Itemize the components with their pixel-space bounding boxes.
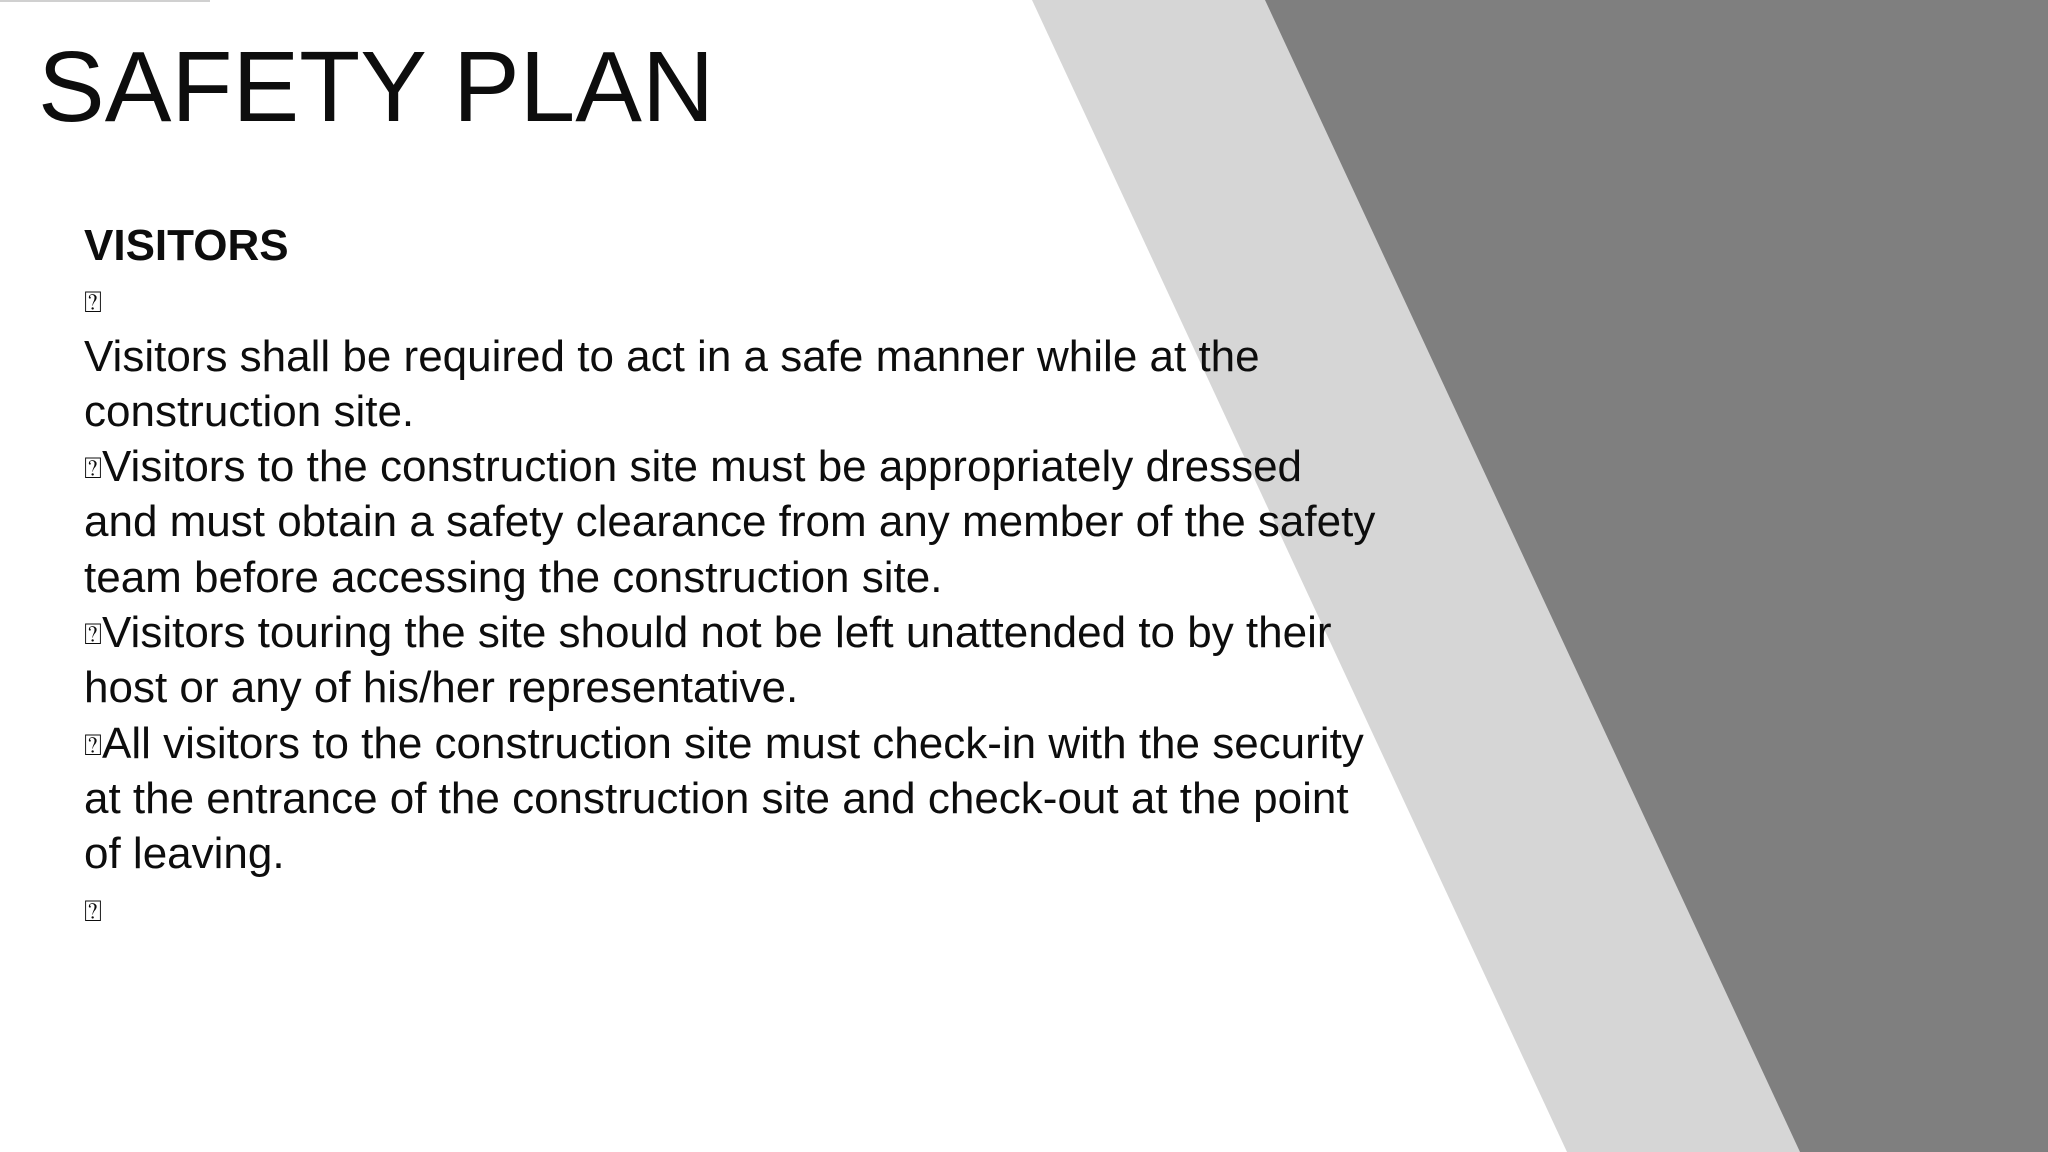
missing-glyph-icon: ⍰ bbox=[84, 617, 102, 653]
missing-glyph-icon: ⍰ bbox=[84, 285, 102, 321]
missing-glyph-icon: ⍰ bbox=[84, 893, 102, 929]
missing-glyph-icon: ⍰ bbox=[84, 727, 102, 763]
body-line: host or any of his/her representative. bbox=[84, 663, 799, 713]
bullet-line bbox=[84, 605, 1484, 660]
bullet-line bbox=[84, 439, 1484, 494]
bullet-line bbox=[84, 716, 1484, 771]
body-line: at the entrance of the construction site and check-out at the point bbox=[84, 773, 1349, 823]
body-line: Visitors shall be required to act in a safe manner while at the bbox=[84, 331, 1260, 381]
bullet-line bbox=[84, 882, 1484, 937]
body-line: All visitors to the construction site must check-in with the security bbox=[102, 718, 1364, 768]
body-line: Visitors touring the site should not be left unattended to by their bbox=[102, 608, 1332, 658]
top-rule bbox=[0, 0, 210, 2]
section-heading: VISITORS bbox=[84, 221, 289, 270]
slide-title: SAFETY PLAN bbox=[38, 31, 715, 143]
body-line: of leaving. bbox=[84, 829, 285, 879]
body-line: construction site. bbox=[84, 386, 415, 436]
missing-glyph-icon: ⍰ bbox=[84, 451, 102, 487]
body-line: team before accessing the construction site. bbox=[84, 552, 943, 602]
bullet-line bbox=[84, 273, 1484, 328]
body-line: Visitors to the construction site must be appropriately dressed bbox=[102, 442, 1303, 492]
body-line: and must obtain a safety clearance from any member of the safety bbox=[84, 497, 1376, 547]
slide-body bbox=[84, 218, 1484, 937]
